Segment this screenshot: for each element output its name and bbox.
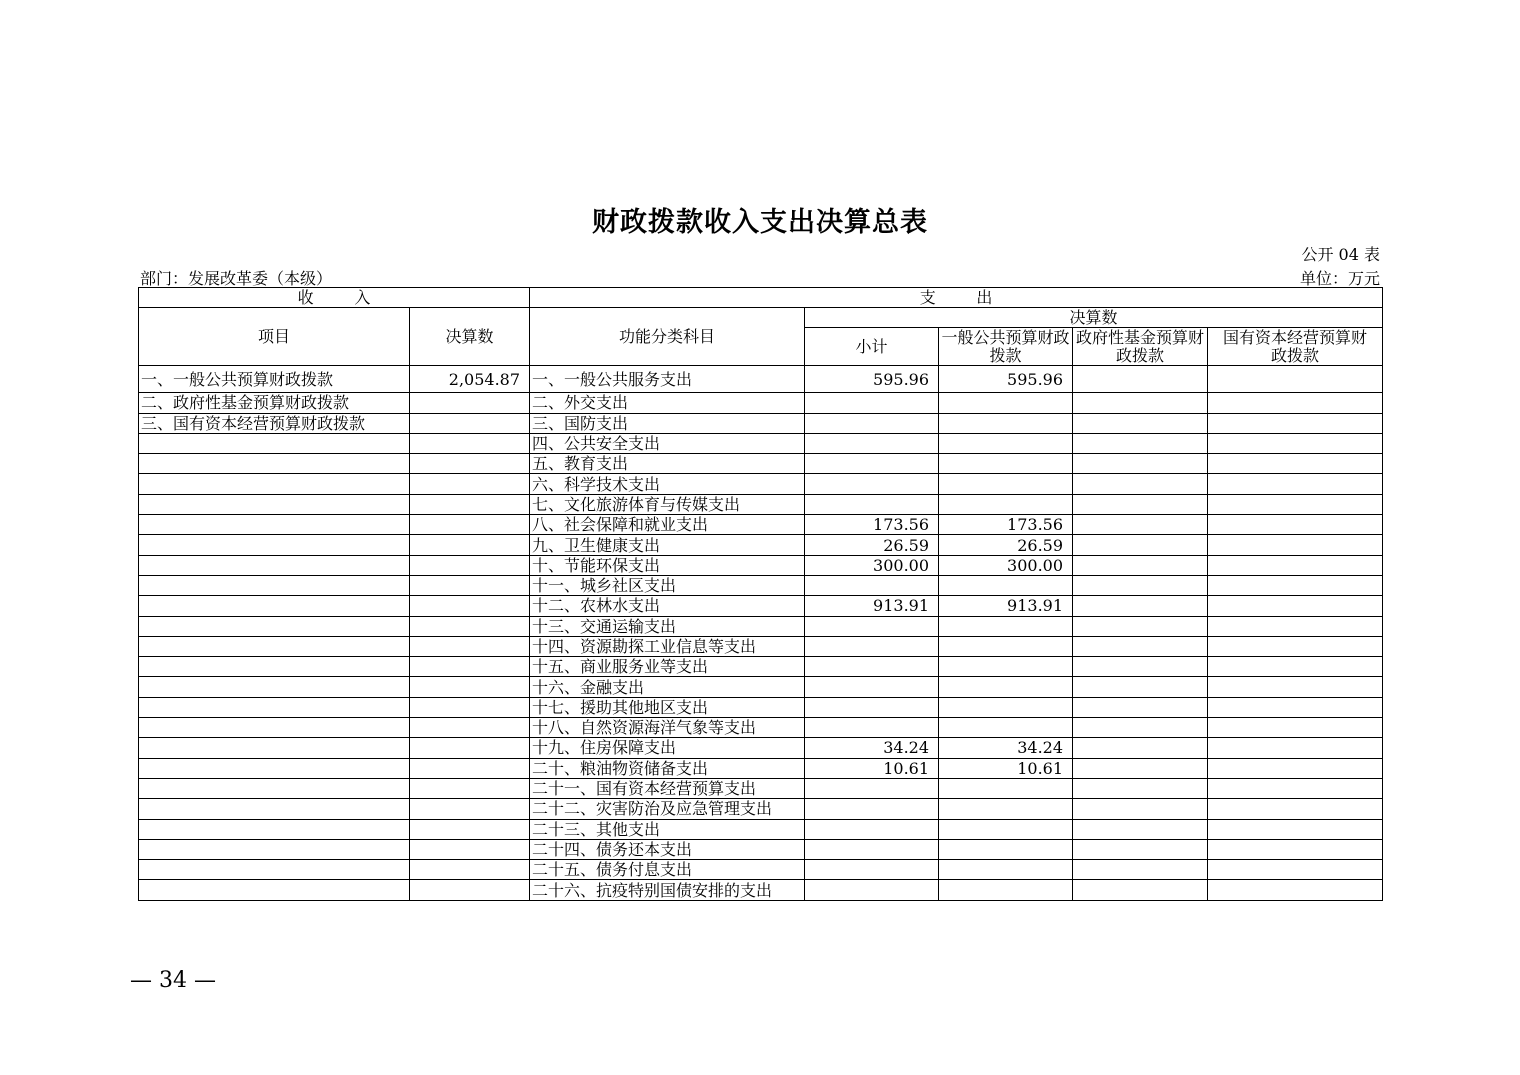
- subtotal-cell: [805, 819, 939, 839]
- gov-fund-cell: [1073, 616, 1208, 636]
- subtotal-cell: [805, 413, 939, 433]
- income-amount-cell: [410, 819, 530, 839]
- expense-category-cell: 十三、交通运输支出: [530, 616, 805, 636]
- subtotal-cell: 300.00: [805, 555, 939, 575]
- table-row: [139, 454, 1383, 474]
- expense-category-cell: 十、节能环保支出: [530, 555, 805, 575]
- expense-category-cell: 四、公共安全支出: [530, 433, 805, 453]
- expense-category-cell: 六、科学技术支出: [530, 474, 805, 494]
- expense-category-cell: 二十一、国有资本经营预算支出: [530, 778, 805, 798]
- income-amount-cell: [410, 454, 530, 474]
- income-amount-cell: [410, 616, 530, 636]
- general-budget-cell: [939, 433, 1073, 453]
- general-budget-cell: [939, 880, 1073, 900]
- table-row: [139, 718, 1383, 738]
- gov-fund-cell: [1073, 880, 1208, 900]
- item-header: 项目: [139, 308, 410, 366]
- gov-fund-cell: [1073, 433, 1208, 453]
- gov-fund-cell: [1073, 366, 1208, 393]
- gov-fund-cell: [1073, 697, 1208, 717]
- income-item-cell: [139, 555, 410, 575]
- state-capital-cell: [1208, 636, 1383, 656]
- expense-category-cell: 二十三、其他支出: [530, 819, 805, 839]
- state-capital-cell: [1208, 799, 1383, 819]
- table-row: [139, 758, 1383, 778]
- income-item-cell: [139, 515, 410, 535]
- subtotal-cell: [805, 454, 939, 474]
- income-item-cell: 一、一般公共预算财政拨款: [139, 366, 410, 393]
- gov-fund-cell: [1073, 555, 1208, 575]
- subtotal-cell: [805, 575, 939, 595]
- subtotal-cell: [805, 616, 939, 636]
- subtotal-cell: [805, 778, 939, 798]
- state-capital-cell: [1208, 494, 1383, 514]
- income-item-cell: [139, 799, 410, 819]
- state-capital-cell: [1208, 366, 1383, 393]
- income-item-cell: [139, 758, 410, 778]
- amount-header: 决算数: [410, 308, 530, 366]
- general-budget-cell: [939, 575, 1073, 595]
- state-capital-cell: [1208, 778, 1383, 798]
- income-amount-cell: [410, 596, 530, 616]
- income-amount-cell: [410, 799, 530, 819]
- subtotal-cell: 173.56: [805, 515, 939, 535]
- expense-category-cell: 八、社会保障和就业支出: [530, 515, 805, 535]
- subtotal-cell: [805, 433, 939, 453]
- income-item-cell: [139, 494, 410, 514]
- expense-category-cell: 十四、资源勘探工业信息等支出: [530, 636, 805, 656]
- general-budget-cell: 26.59: [939, 535, 1073, 555]
- state-capital-cell: [1208, 535, 1383, 555]
- state-capital-cell: [1208, 413, 1383, 433]
- expense-category-cell: 二、外交支出: [530, 393, 805, 413]
- expense-category-cell: 九、卫生健康支出: [530, 535, 805, 555]
- income-amount-cell: [410, 677, 530, 697]
- income-item-cell: [139, 616, 410, 636]
- general-budget-cell: 10.61: [939, 758, 1073, 778]
- unit-label: 单位：万元: [1299, 269, 1380, 288]
- state-capital-cell: [1208, 819, 1383, 839]
- table-row: [139, 575, 1383, 595]
- table-row: [139, 366, 1383, 393]
- subtotal-cell: [805, 697, 939, 717]
- income-amount-cell: [410, 738, 530, 758]
- income-item-cell: [139, 860, 410, 880]
- general-budget-cell: [939, 778, 1073, 798]
- general-budget-cell: [939, 454, 1073, 474]
- general-budget-cell: [939, 839, 1073, 859]
- gov-fund-cell: [1073, 860, 1208, 880]
- income-item-cell: [139, 778, 410, 798]
- table-row: [139, 535, 1383, 555]
- state-capital-cell: [1208, 758, 1383, 778]
- state-capital-cell: [1208, 860, 1383, 880]
- state-capital-cell: [1208, 839, 1383, 859]
- page-number: — 34 —: [130, 968, 216, 993]
- state-capital-header: 国有资本经营预算财政拨款: [1208, 328, 1383, 366]
- subtotal-cell: [805, 393, 939, 413]
- income-item-cell: [139, 636, 410, 656]
- expense-category-cell: 三、国防支出: [530, 413, 805, 433]
- income-amount-cell: [410, 515, 530, 535]
- general-budget-cell: [939, 657, 1073, 677]
- subtotal-cell: [805, 718, 939, 738]
- expense-category-cell: 十六、金融支出: [530, 677, 805, 697]
- expense-category-cell: 五、教育支出: [530, 454, 805, 474]
- table-row: [139, 880, 1383, 900]
- department-label: 部门：发展改革委（本级）: [140, 269, 333, 288]
- general-budget-cell: [939, 860, 1073, 880]
- gov-fund-cell: [1073, 494, 1208, 514]
- income-item-cell: [139, 839, 410, 859]
- table-row: [139, 799, 1383, 819]
- subtotal-cell: [805, 474, 939, 494]
- income-amount-cell: [410, 718, 530, 738]
- general-budget-cell: [939, 616, 1073, 636]
- general-budget-cell: [939, 697, 1073, 717]
- table-row: [139, 596, 1383, 616]
- income-amount-cell: [410, 555, 530, 575]
- income-item-cell: [139, 697, 410, 717]
- subtotal-cell: [805, 839, 939, 859]
- subtotal-cell: 34.24: [805, 738, 939, 758]
- general-budget-cell: 300.00: [939, 555, 1073, 575]
- general-budget-cell: 913.91: [939, 596, 1073, 616]
- general-budget-cell: [939, 393, 1073, 413]
- general-budget-cell: [939, 474, 1073, 494]
- subtotal-cell: [805, 677, 939, 697]
- gov-fund-cell: [1073, 535, 1208, 555]
- state-capital-cell: [1208, 515, 1383, 535]
- table-row: [139, 636, 1383, 656]
- income-item-cell: [139, 880, 410, 900]
- expense-category-cell: 十二、农林水支出: [530, 596, 805, 616]
- state-capital-cell: [1208, 454, 1383, 474]
- table-row: [139, 697, 1383, 717]
- gov-fund-cell: [1073, 596, 1208, 616]
- state-capital-cell: [1208, 474, 1383, 494]
- table-row: [139, 677, 1383, 697]
- state-capital-cell: [1208, 657, 1383, 677]
- gov-fund-cell: [1073, 515, 1208, 535]
- expense-category-cell: 十九、住房保障支出: [530, 738, 805, 758]
- income-item-cell: [139, 677, 410, 697]
- expense-category-cell: 二十五、债务付息支出: [530, 860, 805, 880]
- income-amount-cell: [410, 535, 530, 555]
- expense-header: 支 出: [530, 288, 1383, 308]
- income-item-cell: [139, 433, 410, 453]
- gov-fund-cell: [1073, 393, 1208, 413]
- income-amount-cell: [410, 575, 530, 595]
- expense-category-cell: 二十、粮油物资储备支出: [530, 758, 805, 778]
- gov-fund-cell: [1073, 575, 1208, 595]
- general-budget-cell: [939, 819, 1073, 839]
- function-category-header: 功能分类科目: [530, 308, 805, 366]
- expense-category-cell: 十七、援助其他地区支出: [530, 697, 805, 717]
- gov-fund-cell: [1073, 738, 1208, 758]
- expense-category-cell: 二十六、抗疫特别国债安排的支出: [530, 880, 805, 900]
- income-item-cell: [139, 474, 410, 494]
- income-amount-cell: [410, 433, 530, 453]
- state-capital-cell: [1208, 718, 1383, 738]
- general-budget-cell: [939, 413, 1073, 433]
- table-row: [139, 393, 1383, 413]
- table-row: [139, 515, 1383, 535]
- general-budget-header: 一般公共预算财政拨款: [939, 328, 1073, 366]
- income-item-cell: [139, 535, 410, 555]
- table-body: [139, 366, 1383, 900]
- state-capital-cell: [1208, 738, 1383, 758]
- gov-fund-cell: [1073, 454, 1208, 474]
- form-number: 公开 04 表: [1301, 245, 1380, 264]
- table-row: [139, 778, 1383, 798]
- gov-fund-cell: [1073, 677, 1208, 697]
- subtotal-cell: [805, 880, 939, 900]
- table-row: [139, 860, 1383, 880]
- subtotal-cell: 595.96: [805, 366, 939, 393]
- subtotal-cell: [805, 657, 939, 677]
- income-item-cell: [139, 819, 410, 839]
- state-capital-cell: [1208, 697, 1383, 717]
- income-item-cell: 三、国有资本经营预算财政拨款: [139, 413, 410, 433]
- expense-category-cell: 二十四、债务还本支出: [530, 839, 805, 859]
- table-row: [139, 413, 1383, 433]
- gov-fund-cell: [1073, 819, 1208, 839]
- settlement-header: 决算数: [805, 308, 1383, 328]
- budget-table: [138, 287, 1383, 901]
- table-row: [139, 433, 1383, 453]
- general-budget-cell: 595.96: [939, 366, 1073, 393]
- state-capital-cell: [1208, 880, 1383, 900]
- page-title: 财政拨款收入支出决算总表: [592, 207, 928, 238]
- gov-fund-cell: [1073, 474, 1208, 494]
- expense-category-cell: 七、文化旅游体育与传媒支出: [530, 494, 805, 514]
- table-row: [139, 839, 1383, 859]
- table-row: [139, 474, 1383, 494]
- income-amount-cell: [410, 636, 530, 656]
- state-capital-cell: [1208, 616, 1383, 636]
- gov-fund-cell: [1073, 778, 1208, 798]
- subtotal-cell: 26.59: [805, 535, 939, 555]
- income-item-cell: [139, 575, 410, 595]
- subtotal-cell: [805, 860, 939, 880]
- subtotal-cell: [805, 494, 939, 514]
- income-amount-cell: [410, 839, 530, 859]
- gov-fund-cell: [1073, 839, 1208, 859]
- table-row: [139, 738, 1383, 758]
- income-amount-cell: [410, 758, 530, 778]
- income-item-cell: [139, 657, 410, 677]
- subtotal-cell: 10.61: [805, 758, 939, 778]
- subtotal-cell: 913.91: [805, 596, 939, 616]
- expense-category-cell: 十一、城乡社区支出: [530, 575, 805, 595]
- expense-category-cell: 十五、商业服务业等支出: [530, 657, 805, 677]
- table-row: [139, 657, 1383, 677]
- table-row: [139, 555, 1383, 575]
- gov-fund-cell: [1073, 758, 1208, 778]
- general-budget-cell: [939, 494, 1073, 514]
- gov-fund-cell: [1073, 799, 1208, 819]
- income-item-cell: [139, 738, 410, 758]
- gov-fund-cell: [1073, 718, 1208, 738]
- gov-fund-cell: [1073, 636, 1208, 656]
- income-item-cell: 二、政府性基金预算财政拨款: [139, 393, 410, 413]
- income-amount-cell: [410, 393, 530, 413]
- table-row: [139, 819, 1383, 839]
- gov-fund-cell: [1073, 413, 1208, 433]
- table-row: [139, 616, 1383, 636]
- gov-fund-header: 政府性基金预算财政拨款: [1073, 328, 1208, 366]
- state-capital-cell: [1208, 393, 1383, 413]
- income-item-cell: [139, 718, 410, 738]
- income-amount-cell: [410, 413, 530, 433]
- expense-category-cell: 十八、自然资源海洋气象等支出: [530, 718, 805, 738]
- gov-fund-cell: [1073, 657, 1208, 677]
- subtotal-cell: [805, 799, 939, 819]
- income-header: 收 入: [139, 288, 530, 308]
- expense-category-cell: 一、一般公共服务支出: [530, 366, 805, 393]
- income-amount-cell: [410, 474, 530, 494]
- income-item-cell: [139, 454, 410, 474]
- income-amount-cell: [410, 778, 530, 798]
- expense-category-cell: 二十二、灾害防治及应急管理支出: [530, 799, 805, 819]
- general-budget-cell: [939, 799, 1073, 819]
- income-amount-cell: [410, 494, 530, 514]
- subtotal-cell: [805, 636, 939, 656]
- general-budget-cell: 34.24: [939, 738, 1073, 758]
- general-budget-cell: [939, 718, 1073, 738]
- income-amount-cell: 2,054.87: [410, 366, 530, 393]
- state-capital-cell: [1208, 433, 1383, 453]
- income-amount-cell: [410, 860, 530, 880]
- state-capital-cell: [1208, 596, 1383, 616]
- state-capital-cell: [1208, 677, 1383, 697]
- income-amount-cell: [410, 657, 530, 677]
- general-budget-cell: [939, 677, 1073, 697]
- income-amount-cell: [410, 697, 530, 717]
- subtotal-header: 小计: [805, 328, 939, 366]
- state-capital-cell: [1208, 555, 1383, 575]
- state-capital-cell: [1208, 575, 1383, 595]
- income-amount-cell: [410, 880, 530, 900]
- general-budget-cell: [939, 636, 1073, 656]
- general-budget-cell: 173.56: [939, 515, 1073, 535]
- income-item-cell: [139, 596, 410, 616]
- table-row: [139, 494, 1383, 514]
